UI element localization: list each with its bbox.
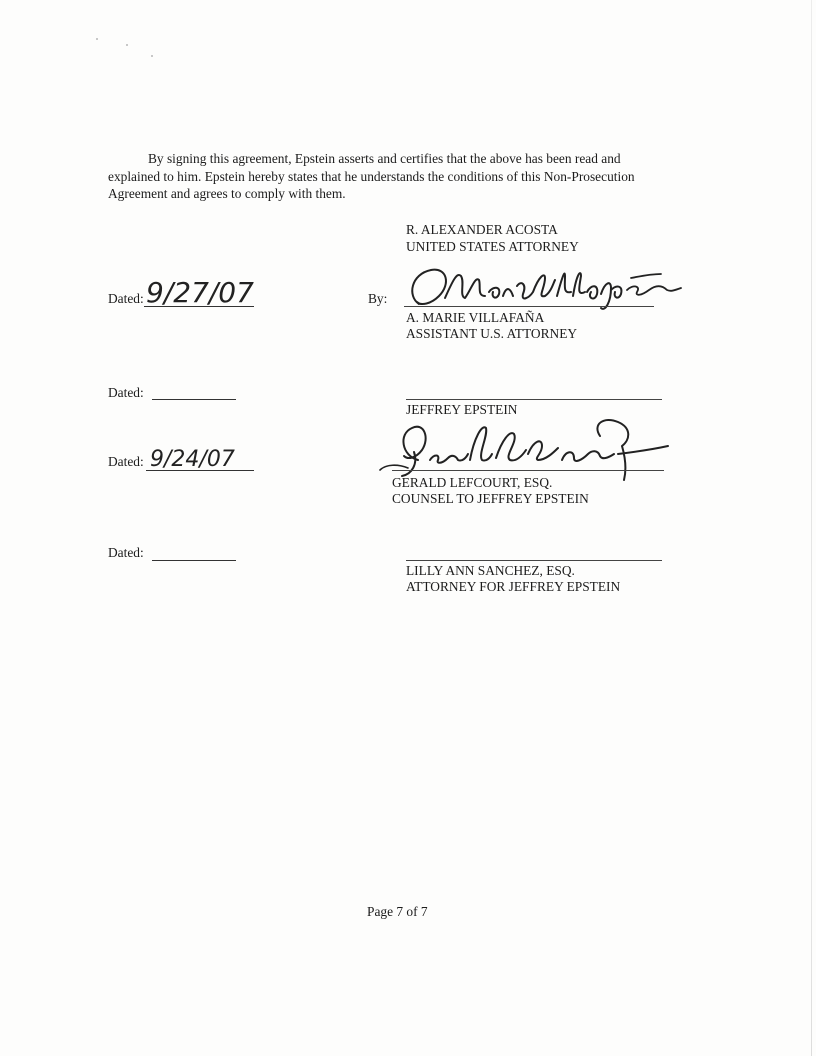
handwritten-date [146,438,258,478]
acknowledgment-paragraph: By signing this agreement, Epstein asserts and certifies that the above has been read and explained to him. Epstein hereby states that he understands the conditions of this Non-Prosecution Agreement and agrees to comply with them. [108,151,635,201]
signer-name: LILLY ANN SANCHEZ, ESQ. [406,563,575,578]
by-label: By: [368,291,388,306]
dated-label: Dated: [108,291,144,306]
signature-line [392,470,664,471]
handwritten-date-text: 9/27/07 [146,276,254,309]
page-number: Page 7 of 7 [367,904,428,919]
signature-line [406,399,662,400]
signature-line [406,560,662,561]
date-line [152,399,236,400]
scan-speck [96,38,98,40]
signer-title: ATTORNEY FOR JEFFREY EPSTEIN [406,579,621,594]
handwritten-date [146,270,258,310]
handwritten-date-text: 9/24/07 [150,447,235,472]
signer-title: COUNSEL TO JEFFREY EPSTEIN [392,491,589,506]
signer-name: GERALD LEFCOURT, ESQ. [392,475,553,490]
dated-label: Dated: [108,385,144,400]
us-attorney-name: R. ALEXANDER ACOSTA [406,222,558,237]
signer-name: A. MARIE VILLAFAÑA [406,310,545,325]
scan-speck [151,55,153,57]
dated-label: Dated: [108,545,144,560]
dated-label: Dated: [108,454,144,469]
scan-edge-shadow [811,0,812,1056]
date-line [152,560,236,561]
us-attorney-title: UNITED STATES ATTORNEY [406,239,579,254]
signature-line [404,306,654,307]
signer-name: JEFFREY EPSTEIN [406,402,518,417]
signer-title: ASSISTANT U.S. ATTORNEY [406,326,578,341]
scan-speck [126,44,128,46]
